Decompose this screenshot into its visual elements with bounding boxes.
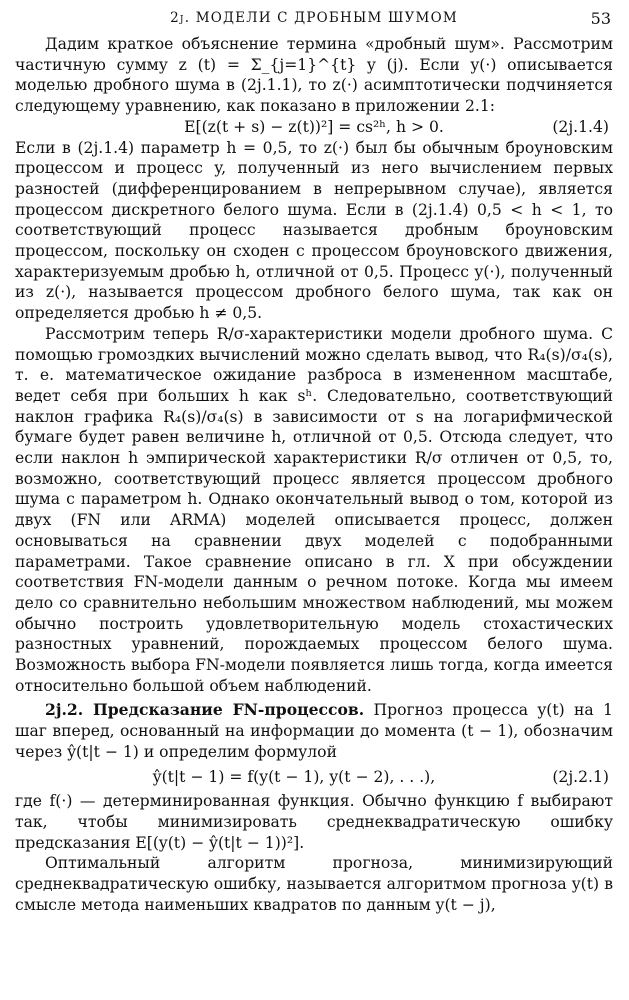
section-heading: 2j.2. Предсказание FN-процессов. [45, 700, 365, 720]
page-body [15, 34, 613, 916]
equation-number: (2j.2.1) [552, 767, 609, 786]
section-intro-text: Прогноз процесса y(t) на 1 шаг вперед, основанный на информации до момента (t − 1), обозначим через ŷ(t|t − 1) и определим формулой [15, 701, 613, 761]
paragraph-r-sigma-characteristics: Рассмотрим теперь R/σ-характеристики модели дробного шума. С помощью громоздких вычислений можно сделать вывод, что R₄(s)/σ₄(s), т. е. математическое ожидание разброса в измененном масштабе, ведет себя при больших h как sʰ. Следовательно, соответствующий наклон графика R₄(s)/σ₄(s) в зависимости от s на логарифмической бумаге будет равен величине h, отличной от 0,5. Отсюда следует, что если наклон h эмпирической характеристики R/σ отличен от 0,5, то, возможно, соответствующий процесс является процессом дробного шума с параметром h. Однако окончательный вывод о том, которой из двух (FN или ARMA) моделей описывается процесс, должен основываться на сравнении двух моделей с подобранными параметрами. Такое сравнение описано в гл. X при обсуждении соответствия FN-модели данным о речном потоке. Когда мы имеем дело со сравнительно небольшим множеством наблюдений, мы можем обычно построить удовлетворительную модель стохастических разностных уравнений, порождаемых процессом белого шума. Возможность выбора FN-модели появляется лишь тогда, когда имеется относительно большой объем наблюдений. [15, 324, 613, 695]
equation-expression: ŷ(t|t − 1) = f(y(t − 1), y(t − 2), . . .), [152, 767, 436, 786]
page-header [15, 8, 613, 34]
paragraph-optimal-algorithm: Оптимальный алгоритм прогноза, минимизирующий среднеквадратическую ошибку, называется алгоритмом прогноза y(t) в смысле метода наименьших квадратов по данным y(t − j), [15, 854, 613, 914]
equation-2j-2-1 [15, 767, 613, 788]
paragraph-deterministic-function: где f(·) — детерминированная функция. Обычно функцию f выбирают так, чтобы минимизировать среднеквадратическую ошибку предсказания E[(y(t) − ŷ(t|t − 1))²]. [15, 792, 613, 852]
equation-expression: E[(z(t + s) − z(t))²] = cs²ʰ, h > 0. [184, 117, 444, 136]
equation-number: (2j.1.4) [552, 117, 609, 136]
paragraph-section-2j-2 [15, 700, 613, 762]
equation-2j-1-4 [15, 117, 613, 138]
paragraph-fractional-noise-definition: Дадим краткое объяснение термина «дробный шум». Рассмотрим частичную сумму z (t) = Σ_{j=1}^{t} y (j). Если y(·) описывается моделью дробного шума в (2j.1.1), то z(·) асимптотически подчиняется следующему уравнению, как показано в приложении 2.1: [15, 35, 613, 116]
page-number: 53 [590, 9, 611, 28]
running-title: 2j. МОДЕЛИ С ДРОБНЫМ ШУМОМ [170, 10, 458, 26]
paragraph-brownian-process: Если в (2j.1.4) параметр h = 0,5, то z(·) был бы обычным броуновским процессом и процесс y, полученный из него вычислением первых разностей (дифференцированием в непрерывном случае), является процессом дискретного белого шума. Если в (2j.1.4) 0,5 < h < 1, то соответствующий процесс называется дробным броуновским процессом, поскольку он сходен с процессом броуновского движения, характеризуемым дробью h, отличной от 0,5. Процесс y(·), полученный из z(·), называется процессом дробного белого шума, так как он определяется дробью h ≠ 0,5. [15, 138, 613, 323]
